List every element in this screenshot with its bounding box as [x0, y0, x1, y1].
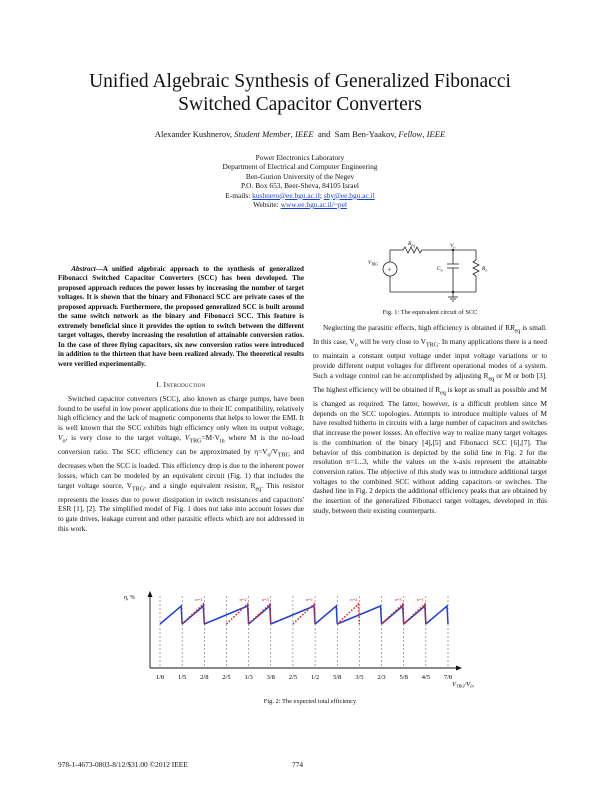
x-tick-label: 2/8	[200, 674, 209, 681]
intro-text: and decreases when the SCC is loaded. This efficiency drop is due to the inherent power losses, which can be modeled by an equivalent circuit (Fig. 1) that includes the target voltage source, V	[58, 446, 304, 490]
resistor-ro-symbol	[473, 260, 479, 276]
author-2-role: Fellow	[398, 129, 423, 139]
x-tick-label: 2/3	[377, 674, 386, 681]
series-group	[160, 597, 448, 624]
series-annotation: n=2	[350, 597, 358, 602]
x-axis-label: $V_{TRG}/V_{in}$	[452, 681, 474, 689]
solid-series-segment	[160, 606, 182, 624]
label-vtrg: $V_{TRG}$	[368, 261, 378, 267]
email-link-1[interactable]: kushnero@ee.bgu.ac.il	[252, 190, 320, 200]
x-tick-label: 5/8	[399, 674, 408, 681]
subscript: in	[219, 438, 225, 445]
intro-text: , is very close to the target voltage,	[65, 432, 185, 442]
section-title: Introduction	[163, 380, 206, 389]
x-tick-label: 1/2	[310, 674, 320, 681]
x-tick-label: 1/3	[244, 674, 253, 681]
x-tick-label: 1/5	[177, 674, 187, 681]
abstract-label: Abstract	[71, 265, 96, 273]
subscript: TRG	[131, 485, 145, 492]
website-link[interactable]: www.ee.bgu.ac.il/~pel	[280, 200, 347, 210]
email-line: E-mails: kushnero@ee.bgu.ac.il; sby@ee.bgu.ac.il	[225, 190, 375, 200]
fig2-caption: Fig. 2: The expected total efficiency	[263, 698, 357, 705]
series-annotation: n=1	[416, 597, 424, 602]
intro-text: . This resistor represents the losses due to power dissipation in switch resistances and capacitors' ESR [1], [2]. The simplified model of Fig. 1 does not take into account losses due to gate drives, leakage current and other parasitic effects which are not addressed in this work.	[58, 480, 304, 533]
intro-text: /V	[270, 446, 278, 456]
fig1-caption: Fig. 1: The equivalent circuit of SCC	[382, 309, 478, 316]
email-link-2[interactable]: sby@ee.bgu.ac.il	[323, 190, 375, 200]
subscript: TRG	[189, 438, 202, 445]
body-text: or M or both [3]. The highest efficiency will be obtained if R	[313, 370, 547, 394]
node-dot	[452, 291, 454, 293]
x-tick-label: 3/8	[266, 674, 275, 681]
y-axis-label: η, %	[124, 595, 135, 601]
title-line-2: Switched Capacitor Converters	[178, 94, 422, 115]
subscript: eq	[514, 328, 521, 335]
abstract-dash: —	[95, 265, 103, 273]
body-text: is kept as small as possible and M is changed as required. The latter, however, is a difficult problem since M depends on the SCC topologies. Attempts to introduce multiple values of M have resulted hitherto in circuits with a large number of capacitors and switches that increase the power losses. An effective way to realize many target voltages is the combination of the binary [4],[5] and Fibonacci SCC [6],[7]. The behavior of this combination is depicted by the solid line in Fig. 2 for the resolution n=1...3, while the values on the x-axis represent the attainable conversion ratios. The objective of this study was to introduce additional target voltages to the combined SCC without adding capacitors or switches. The dashed line in Fig. 2 depicts the additional efficiency peaks that are obtained by the insertion of the generalized Fibonacci target voltages, developed in this study, between their existing counterparts.	[313, 384, 547, 515]
symbol: V	[58, 432, 63, 442]
series-annotation: n=3	[261, 597, 269, 602]
series-annotation: n=3	[394, 597, 402, 602]
fig2-chart	[120, 590, 500, 696]
label-co: $C_o$	[437, 266, 443, 273]
body-text: . In many applications there is a need to maintain a constant output voltage under input voltage variations or to provide different output voltages for different operational modes of a system. Such a voltage control can be accomplished by adjusting R	[313, 337, 547, 380]
section-number: I.	[156, 380, 162, 389]
website-label: Website:	[253, 200, 279, 210]
dashed-series-segment	[337, 604, 359, 624]
author-1-org: IEEE	[295, 129, 314, 139]
fig1-circuit	[368, 240, 498, 306]
body-text: Neglecting the parasitic effects, high efficiency is obtained if R	[323, 323, 511, 332]
affiliation-line: Power Electronics Laboratory	[255, 153, 345, 162]
subscript: TRG	[277, 452, 291, 459]
footer-isbn: 978-1-4673-0803-8/12/$31.00 ©2012 IEEE	[58, 760, 188, 769]
subscript: eq	[488, 376, 495, 383]
x-tick-label: 3/5	[355, 674, 364, 681]
x-tick-label: 7/8	[443, 674, 453, 681]
body-text: will be very close to V	[357, 337, 426, 347]
series-annotation: n=2	[239, 597, 247, 602]
x-tick-label: 2/5	[222, 674, 231, 681]
author-2: Sam Ben-Yaakov,	[334, 129, 397, 139]
x-tick-label: 4/5	[421, 674, 431, 681]
intro-text: =M·V	[201, 432, 220, 442]
affiliation-line: P.O. Box 653, Beer-Sheva, 84105 Israel	[241, 181, 359, 191]
label-req: $R_{eq}$	[408, 241, 416, 248]
author-line: Alexander Kushnerov, Student Member, IEEE and Sam Ben-Yaakov, Fellow, IEEE	[154, 129, 446, 139]
affiliation-line: Ben-Gurion University of the Negev	[245, 171, 355, 181]
emails-label: E-mails:	[225, 190, 251, 200]
subscript: o	[62, 438, 66, 445]
solid-series-segment	[315, 606, 337, 624]
y-axis-arrow	[148, 591, 153, 597]
body-text: is small. In this case, V	[313, 323, 547, 347]
abstract	[58, 265, 304, 369]
title-line-1: Unified Algebraic Synthesis of Generalized Fibonacci	[89, 71, 511, 92]
x-tick-label: 5/8	[333, 674, 342, 681]
x-tick-label: 2/5	[288, 674, 298, 681]
affiliation-block	[0, 153, 600, 209]
subscript: eq	[255, 485, 262, 492]
subscript: o	[267, 452, 271, 459]
author-2-org: IEEE	[426, 129, 446, 139]
website-line	[0, 200, 600, 209]
intro-text: where M is the no-load conversion ratio. The SCC efficiency can be approximated by η=V	[58, 432, 304, 456]
page-number: 774	[292, 760, 304, 769]
x-tick-label: 1/8	[155, 674, 165, 681]
intro-text: , and a single equivalent resistor, R	[144, 480, 256, 490]
author-1: Alexander Kushnerov,	[154, 129, 233, 139]
symbol: V	[184, 432, 190, 442]
resistor-req-symbol	[403, 247, 422, 253]
subscript: TRG	[425, 342, 439, 349]
label-vo: $V_o$	[450, 243, 456, 250]
label-ro: $R_o$	[482, 266, 488, 273]
abstract-text: A unified algebraic approach to the synthesis of generalized Fibonacci Switched Capacitor Converters (SCC) has been developed. The proposed approach reduces the power losses by increasing the number of target voltages. It is shown that the binary and Fibonacci SCC are private cases of the proposed approach. Furthermore, the proposed generalized SCC is built around the same switch network as the binary and Fibonacci SCC. This feature is extremely beneficial since it provides the option to switch between the different target voltages, thereby increasing the resolution of attainable conversion ratios. In the case of three flying capacitors, six new conversion ratios were introduced in addition to the thirteen that have been realized already. The theoretical results were verified experimentally.	[58, 265, 304, 368]
subscript: eq	[440, 390, 446, 397]
solid-series-segment	[426, 606, 448, 624]
series-annotation: n=1	[195, 597, 203, 602]
subscript: o	[354, 342, 358, 349]
intro-text: Switched capacitor converters (SCC), also known as charge pumps, have been found to be useful in low power applications due to their IC compatibility, relatively high efficiency and the lack of magnetic components that helps to lower the EMI. It is well known that the SCC exhibits high efficiency only when its output voltage,	[58, 394, 304, 433]
x-tick-labels	[156, 674, 452, 681]
author-1-role: Student Member	[234, 129, 291, 139]
paper-title	[0, 70, 600, 116]
x-axis-arrow	[456, 666, 462, 671]
section-heading	[58, 380, 304, 389]
right-column-paragraph: Neglecting the parasitic effects, high efficiency is obtained if $RR_{eq}$ is small. In this case, $V_o$ will be very close to $V_{TRG}$. In many applications there is a need to maintain a constant output voltage under input voltage variations or to provide different output voltages for different operational modes of a system. Such a voltage control can be accomplished by adjusting $R_{eq}$ or M or both [3]. The highest efficiency will be obtained if $R_{eq}$ is kept as small as possible and M is changed as required. The latter, however, is a difficult problem since M depends on the SCC topologies. Attempts to introduce multiple values of M have resulted hitherto in circuits with a large number of capacitors and switches that increase the power losses. An effective way to realize many target voltages is the combination of the binary [4],[5] and Fibonacci SCC [6],[7]. The behavior of this combination is depicted by the solid line in Fig. 2 for the resolution n=1...3, while the values on the x-axis represent the attainable conversion ratios. The objective of this study was to introduce additional target voltages to the combined SCC without adding capacitors or switches. The dashed line in Fig. 2 depicts the additional efficiency peaks that are obtained by the insertion of the generalized Fibonacci target voltages, developed in this study, between their existing counterparts.	[313, 323, 547, 515]
intro-paragraph	[58, 394, 304, 534]
affiliation-line: Department of Electrical and Computer Engineering	[222, 162, 378, 172]
author-and: and	[317, 129, 331, 139]
source-plus-sign: +	[387, 265, 392, 274]
series-annotation: n=1	[306, 597, 314, 602]
